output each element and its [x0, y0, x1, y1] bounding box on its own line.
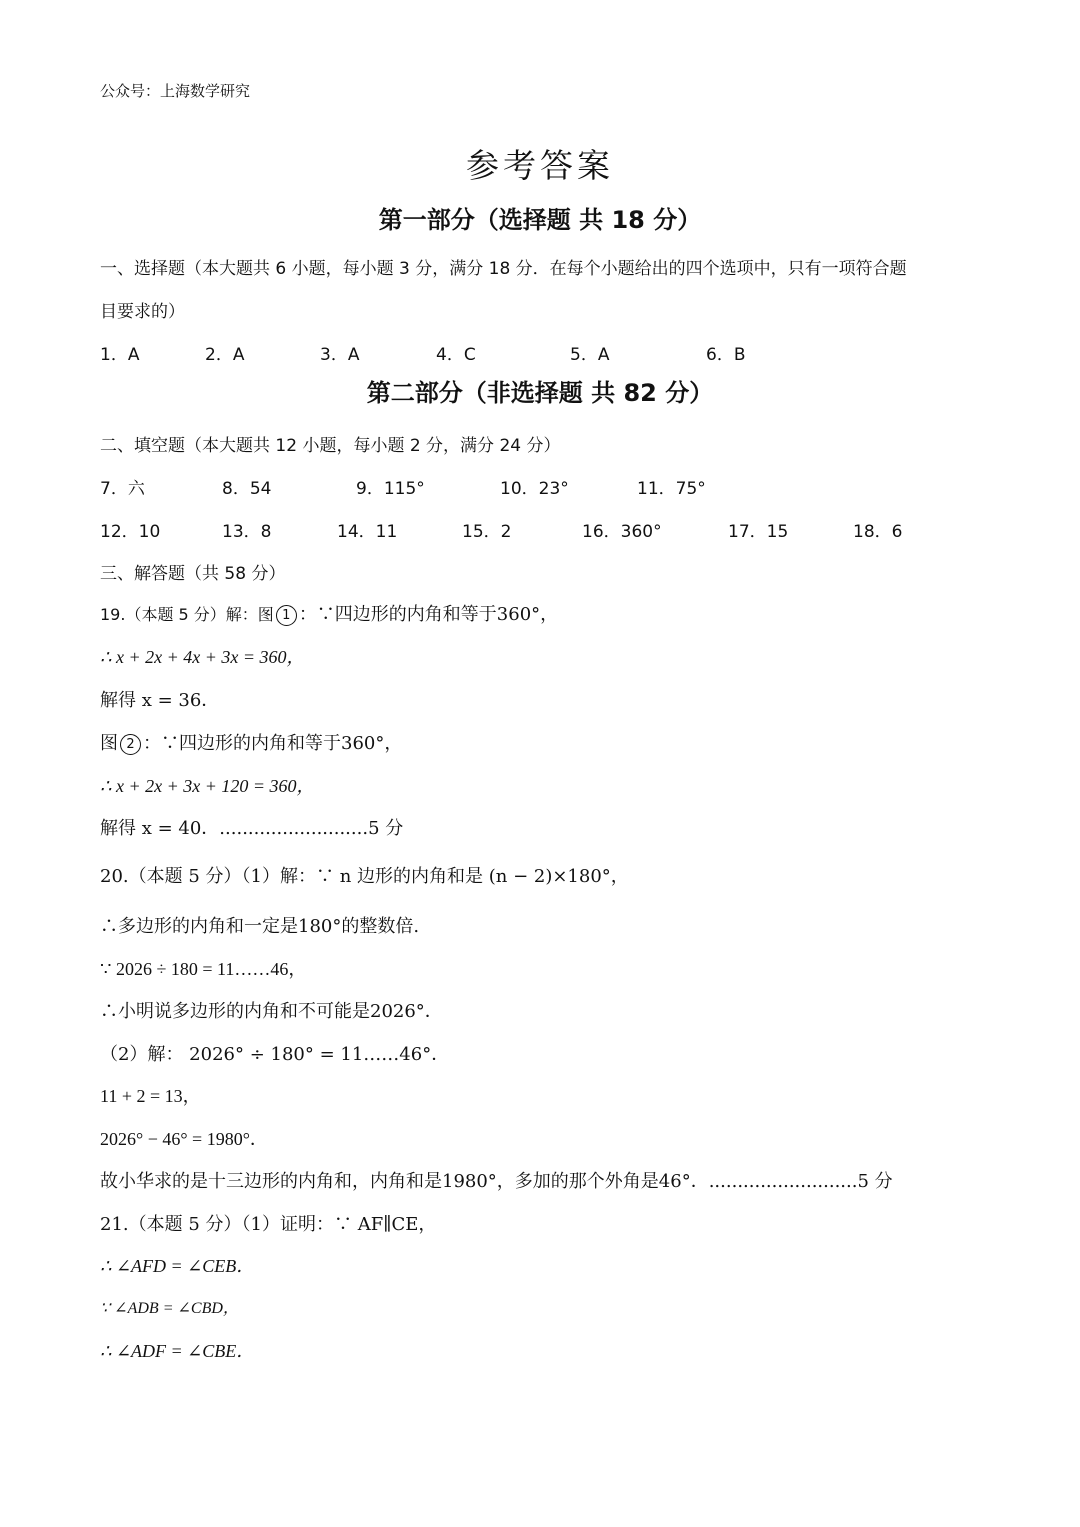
q19-text: ：∵四边形的内角和等于360°，	[298, 604, 559, 625]
q20-line-5: （2）解： 2026° ÷ 180° = 11……46°．	[100, 1044, 450, 1065]
q19-label: 19.（本题 5 分）解：图	[100, 605, 274, 624]
fill-section-title: 二、填空题（本大题共 12 小题，每小题 2 分，满分 24 分）	[100, 436, 561, 456]
fill-answer: 10．23°	[500, 479, 569, 499]
q19-label: 图	[100, 733, 118, 754]
mc-answer: 5．A	[570, 345, 610, 365]
q19-text: ：∵四边形的内角和等于360°，	[143, 733, 403, 754]
mc-section-line1: 一、选择题（本大题共 6 小题，每小题 3 分，满分 18 分．在每个小题给出的四个选项中，只有一项符合题	[100, 259, 907, 279]
mc-section-line2: 目要求的）	[100, 302, 185, 322]
part2-heading: 第二部分（非选择题 共 82 分）	[366, 379, 714, 407]
q21-line-2: ∴ ∠AFD = ∠CEB．	[100, 1256, 255, 1276]
q21-line-1: 21.（本题 5 分）（1）证明：∵ AF∥CE，	[100, 1214, 437, 1235]
fill-answer: 16．360°	[582, 522, 662, 542]
fill-answer: 8．54	[222, 479, 272, 499]
fill-answer: 12．10	[100, 522, 161, 542]
q19-line-4	[100, 729, 402, 755]
mc-answer: 6．B	[706, 345, 746, 365]
q19-line-3: 解得 x = 36．	[100, 690, 220, 711]
q19-line-6: 解得 x = 40．..........................5 分	[100, 818, 404, 839]
q20-line-4: ∴小明说多边形的内角和不可能是2026°．	[100, 1001, 443, 1022]
circled-number: 1	[276, 605, 297, 626]
circled-number: 2	[120, 734, 141, 755]
page-title: 参考答案	[466, 146, 614, 185]
part1-heading: 第一部分（选择题 共 18 分）	[378, 206, 702, 234]
q19-line-1	[100, 600, 558, 626]
fill-answer: 9．115°	[356, 479, 425, 499]
q20-line-2: ∴多边形的内角和一定是180°的整数倍.	[100, 916, 420, 937]
mc-answer: 3．A	[320, 345, 360, 365]
fill-answer: 15．2	[462, 522, 512, 542]
mc-answer: 2．A	[205, 345, 245, 365]
solve-section-title: 三、解答题（共 58 分）	[100, 564, 286, 584]
q21-line-3: ∵ ∠ADB = ∠CBD，	[100, 1300, 239, 1317]
fill-answer: 7．六	[100, 479, 145, 499]
q20-line-3: ∵ 2026 ÷ 180 = 11……46，	[100, 959, 307, 979]
mc-answer: 1．A	[100, 345, 140, 365]
q19-line-2: ∴ x + 2x + 4x + 3x = 360，	[100, 647, 305, 667]
fill-answer: 18．6	[853, 522, 903, 542]
q20-line-8: 故小华求的是十三边形的内角和，内角和是1980°，多加的那个外角是46°．..........................5 分	[100, 1171, 893, 1192]
fill-answer: 11．75°	[637, 479, 706, 499]
q20-line-7: 2026° − 46° = 1980°．	[100, 1129, 268, 1149]
fill-answer: 13．8	[222, 522, 272, 542]
mc-answer: 4．C	[436, 345, 476, 365]
q20-line-1: 20.（本题 5 分）（1）解：∵ n 边形的内角和是 (n − 2)×180°，	[100, 866, 629, 887]
q19-line-5: ∴ x + 2x + 3x + 120 = 360，	[100, 776, 315, 796]
fill-answer: 14．11	[337, 522, 398, 542]
header-source: 公众号：上海数学研究	[100, 82, 251, 100]
q20-line-6: 11 + 2 = 13，	[100, 1086, 201, 1106]
q21-line-4: ∴ ∠ADF = ∠CBE．	[100, 1341, 255, 1361]
fill-answer: 17．15	[728, 522, 789, 542]
